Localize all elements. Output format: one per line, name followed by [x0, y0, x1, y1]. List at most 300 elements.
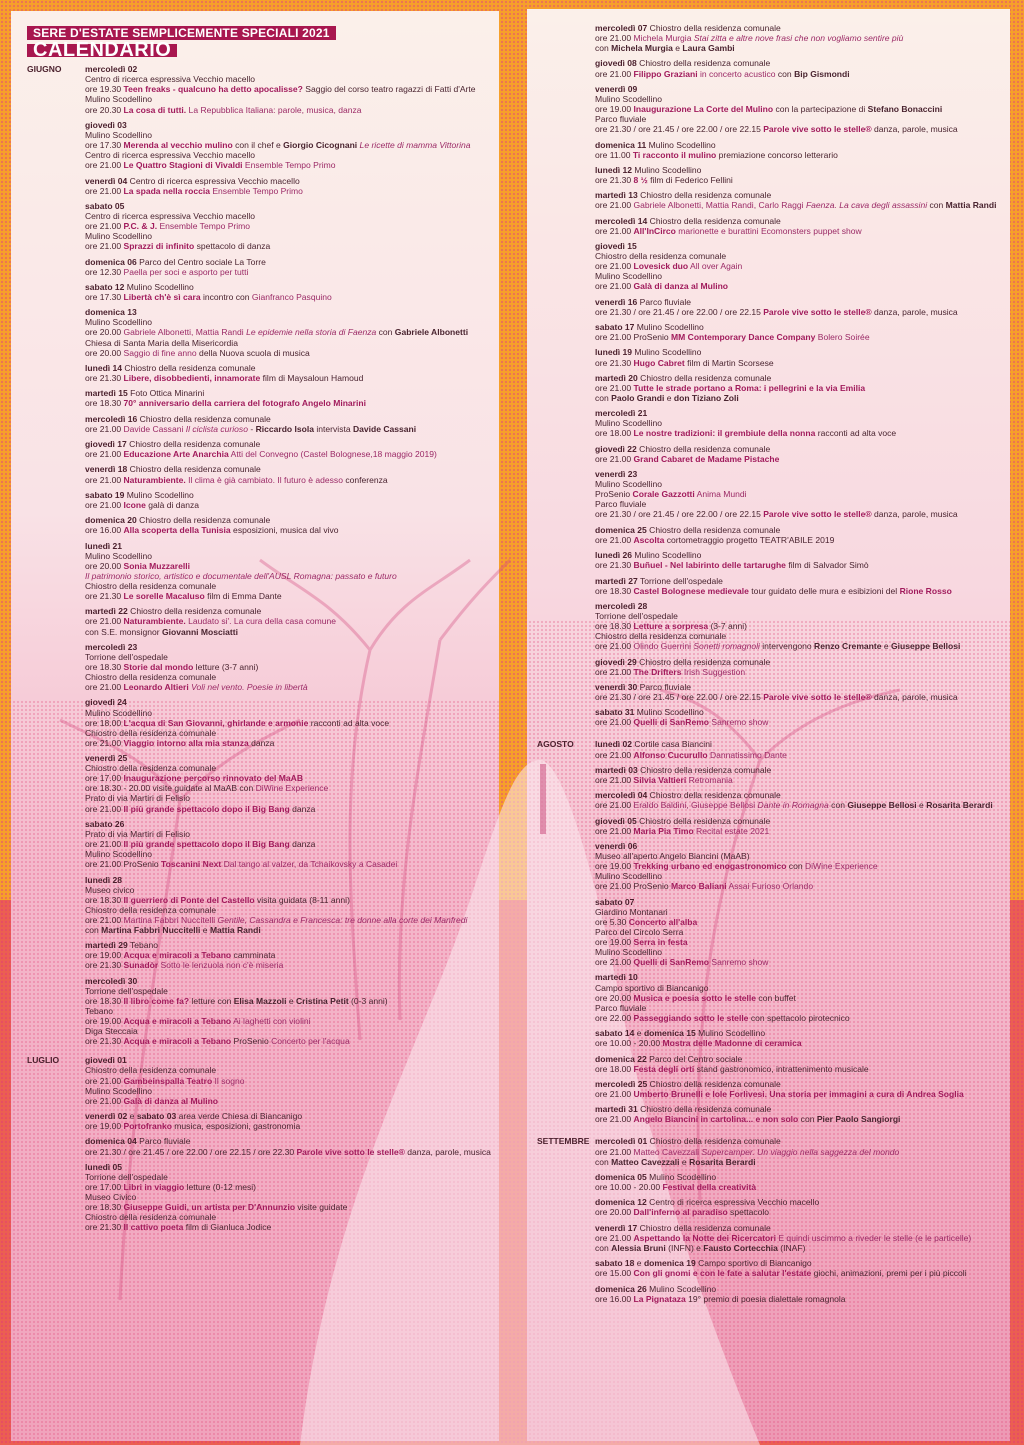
text-segment: ore 21.00 — [85, 241, 124, 252]
event-day — [595, 765, 1007, 785]
text-segment: intervengono — [759, 641, 815, 652]
text-segment: Le epidemie nella storia di Faenza — [246, 327, 377, 338]
text-segment: Marco Baliani — [671, 881, 727, 892]
text-segment: ore 20.00 — [85, 327, 124, 338]
text-segment: mercoledì 14 — [595, 215, 648, 226]
event-line — [595, 816, 1007, 826]
event-line — [595, 1147, 1007, 1157]
event-day — [595, 84, 1007, 134]
event-line — [85, 718, 497, 728]
text-segment: Castel Bolognese medievale — [633, 585, 749, 596]
text-segment: Aspettando la Notte dei Ricercatori — [633, 1232, 776, 1243]
month-label: GIUGNO — [27, 64, 62, 75]
text-segment: con — [798, 1114, 817, 1125]
text-segment: Chiostro della residenza comunale — [127, 606, 262, 617]
event-line — [85, 976, 497, 986]
event-line — [85, 591, 497, 601]
text-segment: Chiostro della residenza comunale — [647, 215, 781, 226]
text-segment: ore 21.00 — [595, 200, 634, 211]
event-day — [595, 408, 1007, 438]
text-segment: Inaugurazione percorso rinnovato del MaAB — [123, 773, 304, 784]
text-segment: ore 21.00 — [85, 616, 124, 627]
text-segment: Parco fluviale — [595, 499, 647, 510]
text-segment: ore 21.00 — [85, 1075, 124, 1086]
text-segment: Tebano — [127, 940, 159, 951]
text-segment: ore 21.00 ProSenio — [85, 859, 162, 870]
text-segment: Libri in viaggio — [123, 1181, 185, 1192]
event-line — [595, 216, 1007, 226]
text-segment: lunedì 12 — [595, 164, 633, 175]
text-segment: Torrione dell'ospedale — [85, 985, 168, 996]
text-segment: ore 21.00 — [595, 1146, 634, 1157]
event-line — [595, 383, 1007, 393]
text-segment: domenica 15 — [643, 1028, 696, 1039]
event-line — [595, 165, 1007, 175]
text-segment: ore 20.00 — [85, 347, 124, 358]
text-segment: Galà di danza al Mulino — [633, 281, 729, 292]
text-segment: ore 20.00 — [595, 1207, 634, 1218]
text-segment: Chiostro della residenza comunale — [637, 1104, 772, 1115]
event-line — [85, 662, 497, 672]
text-segment: giovedì 01 — [85, 1055, 127, 1066]
month-label: SETTEMBRE — [537, 1136, 590, 1147]
event-day — [595, 1028, 1007, 1048]
event-line — [595, 190, 1007, 200]
text-segment: Saggio di fine anno — [123, 347, 197, 358]
text-segment: lunedì 02 — [595, 739, 633, 750]
text-segment: ore 21.30 — [595, 560, 634, 571]
event-line — [85, 1147, 497, 1157]
text-segment: esposizioni, musica dal vivo — [230, 525, 339, 536]
event-line — [85, 652, 497, 662]
text-segment: lunedì 19 — [595, 347, 633, 358]
event-line — [595, 69, 1007, 79]
event-line — [595, 707, 1007, 717]
event-line — [85, 176, 497, 186]
text-segment: Chiostro della residenza comunale — [136, 515, 271, 526]
text-segment: Anima Mundi — [694, 489, 747, 500]
text-segment: Ensemble Tempo Primo — [209, 185, 303, 196]
text-segment: ore 21.00 — [595, 641, 634, 652]
event-line — [85, 363, 497, 373]
text-segment: domenica 19 — [643, 1258, 696, 1269]
calendar-list-left — [27, 64, 497, 1232]
text-segment: Laura Gambi — [682, 43, 735, 54]
text-segment: Stefano Bonaccini — [867, 104, 943, 115]
event-line — [595, 897, 1007, 907]
text-segment: ore 18.30 - 20.00 visite guidate al MaAB con — [85, 783, 256, 794]
text-segment: ore 21.00 — [595, 1114, 634, 1125]
event-line — [85, 1076, 497, 1086]
event-day — [595, 601, 1007, 651]
text-segment: Dal tango al valzer, da Tchaikovsky a Casadei — [221, 859, 398, 870]
text-segment: ore 21.00 — [595, 774, 634, 785]
event-day — [85, 606, 497, 636]
event-line — [85, 525, 497, 535]
text-segment: ore 21.30 — [595, 357, 634, 368]
text-segment: Mulino Scodellino — [646, 1283, 717, 1294]
text-segment: Bip Gismondi — [794, 68, 850, 79]
text-segment: Serra in festa — [633, 937, 688, 947]
event-day — [595, 707, 1007, 727]
text-segment: Toscanini Next — [161, 859, 222, 870]
text-segment: Irish Suggestion — [681, 666, 746, 677]
event-day — [85, 515, 497, 535]
text-segment: Merenda al vecchio mulino — [123, 140, 233, 151]
text-segment: ore 11.00 — [595, 149, 633, 160]
text-segment: Mulino Scodellino — [695, 1028, 766, 1039]
text-segment: ore 18.00 — [85, 717, 124, 728]
event-line — [85, 1065, 497, 1075]
text-segment: Chiostro della residenza comunale — [85, 727, 217, 738]
text-segment: Mulino Scodellino — [634, 707, 704, 718]
text-segment: Matteo Cavezzali — [633, 1146, 702, 1157]
text-segment: con il chef e — [232, 140, 284, 151]
text-segment: con la partecipazione di — [773, 104, 868, 115]
text-segment: sabato 19 — [85, 489, 125, 500]
text-segment: Foto Ottica Minarini — [127, 388, 205, 399]
event-line — [85, 793, 497, 803]
text-segment: Gianfranco Pasquino — [251, 292, 332, 302]
text-segment: film di Gianluca Jodice — [183, 1222, 272, 1233]
text-segment: Concerto all'alba — [628, 916, 698, 927]
text-segment: Silvia Valtieri — [633, 774, 687, 785]
text-segment: Torrione dell'ospedale — [85, 651, 168, 662]
event-day — [85, 176, 497, 196]
event-line — [85, 120, 497, 130]
event-day — [595, 657, 1007, 677]
text-segment: danza, parole, musica — [871, 306, 958, 317]
text-segment: venerdì 23 — [595, 469, 638, 480]
event-line — [85, 1026, 497, 1036]
text-segment: Icone — [123, 499, 146, 510]
text-segment: giovedì 17 — [85, 439, 127, 450]
text-segment: Concerto per l'acqua — [271, 1036, 350, 1047]
text-segment: Chiostro della residenza comunale — [637, 372, 772, 383]
event-line — [595, 408, 1007, 418]
event-line — [85, 464, 497, 474]
text-segment: Il guerriero di Ponte del Castello — [123, 894, 255, 905]
event-line — [595, 454, 1007, 464]
text-segment: domenica 22 — [595, 1053, 647, 1064]
text-segment: Chiostro della residenza comunale — [137, 413, 271, 424]
event-line — [595, 611, 1007, 621]
text-segment: Parco fluviale — [595, 1002, 647, 1013]
event-line — [85, 414, 497, 424]
event-line — [595, 1197, 1007, 1207]
header-subtitle: SERE D'ESTATE SEMPLICEMENTE SPECIALI 2021 — [27, 26, 336, 40]
event-line — [595, 631, 1007, 641]
text-segment: Chiostro della residenza comunale — [636, 443, 771, 454]
event-line — [595, 297, 1007, 307]
event-line — [85, 925, 497, 935]
text-segment: ore 5.30 — [595, 916, 629, 927]
text-segment: Chiostro della residenza comunale — [127, 464, 261, 475]
text-segment: e — [634, 1258, 644, 1269]
event-day — [595, 23, 1007, 53]
text-segment: martedì 03 — [595, 764, 638, 775]
event-line — [595, 200, 1007, 210]
text-segment: ore 16.00 — [85, 525, 124, 536]
event-day — [595, 140, 1007, 160]
text-segment: Alfonso Cucurullo — [633, 749, 708, 760]
event-line — [595, 358, 1007, 368]
event-line — [595, 586, 1007, 596]
text-segment: ore 21.00 — [595, 1088, 634, 1099]
text-segment: Chiostro della residenza comunale — [85, 904, 217, 915]
text-segment: Chiostro della residenza comunale — [126, 439, 261, 450]
event-line — [85, 915, 497, 925]
text-segment: Quelli di SanRemo — [633, 717, 710, 728]
text-segment: Parco del Centro sociale La Torre — [136, 256, 266, 267]
text-segment: mercoledì 16 — [85, 413, 138, 424]
text-segment: sabato 07 — [595, 896, 635, 907]
text-segment: Mulino Scodellino — [646, 1171, 717, 1182]
text-segment: ore 21.00 — [595, 825, 634, 836]
text-segment: Inaugurazione La Corte del Mulino — [633, 104, 774, 115]
text-segment: Mulino Scodellino — [85, 550, 152, 561]
event-line — [595, 657, 1007, 667]
text-segment: venerdì 02 — [85, 1111, 128, 1122]
text-segment: Mulino Scodellino — [124, 281, 194, 292]
event-line — [595, 800, 1007, 810]
event-line — [85, 241, 497, 251]
event-line — [595, 43, 1007, 53]
event-line — [595, 1207, 1007, 1217]
text-segment: Naturambiente. — [123, 474, 186, 485]
event-day — [595, 58, 1007, 78]
text-segment: Supercamper. Un viaggio nella saggezza del mondo — [701, 1146, 900, 1157]
text-segment: ore 19.00 — [595, 937, 634, 947]
event-day — [595, 682, 1007, 702]
text-segment: film di Martin Scorsese — [684, 357, 774, 368]
text-segment: Trekking urbano ed enogastronomico — [633, 861, 787, 872]
text-segment: mercoledì 01 — [595, 1136, 648, 1147]
text-segment: ore 21.30 — [85, 1222, 124, 1233]
month-label: AGOSTO — [537, 739, 574, 750]
text-segment: e — [634, 1028, 644, 1039]
event-line — [595, 469, 1007, 479]
text-segment: mercoledì 28 — [595, 600, 648, 611]
event-line — [85, 150, 497, 160]
text-segment: Chiostro della residenza comunale — [85, 763, 217, 774]
text-segment: Angelo Biancini in cartolina... e non solo — [633, 1114, 799, 1125]
text-segment: Chiostro della residenza comunale — [637, 190, 772, 201]
text-segment: mercoledì 23 — [85, 641, 138, 652]
text-segment: Chiostro della residenza comunale — [122, 362, 256, 373]
event-line — [595, 114, 1007, 124]
text-segment: Mulino Scodellino — [85, 129, 152, 140]
event-line — [85, 130, 497, 140]
event-line — [85, 960, 497, 970]
text-segment: con buffet — [756, 992, 796, 1003]
text-segment: Mulino Scodellino — [85, 1085, 152, 1096]
event-line — [595, 535, 1007, 545]
text-segment: La Pignataza — [633, 1293, 686, 1304]
event-day — [85, 940, 497, 970]
event-day — [595, 322, 1007, 342]
text-segment: ore 20.00 — [85, 560, 124, 571]
text-segment: film di Emma Dante — [204, 591, 282, 602]
event-line — [595, 1136, 1007, 1146]
text-segment: danza — [289, 839, 316, 850]
text-segment: Leonardo Altieri — [123, 682, 189, 693]
text-segment: Martina Fabbri Nuccitelli — [101, 924, 201, 935]
text-segment: giovedì 22 — [595, 443, 637, 454]
text-segment: sabato 31 — [595, 707, 635, 718]
text-segment: Con gli gnomi e con le fate a salutar l'estate — [633, 1268, 812, 1279]
month-block — [27, 64, 497, 1046]
text-segment: (INAF) — [777, 1242, 806, 1253]
text-segment: venerdì 16 — [595, 296, 638, 307]
text-segment: Giuseppe Guidi, un artista per D'Annunzio — [123, 1202, 296, 1213]
event-line — [85, 439, 497, 449]
event-line — [595, 957, 1007, 967]
text-segment: in concerto acustico — [697, 68, 776, 79]
text-segment: letture con — [189, 995, 234, 1006]
text-segment: martedì 20 — [595, 372, 638, 383]
text-segment: Storie dal mondo — [123, 661, 194, 672]
text-segment: Parco del Circolo Serra — [595, 926, 684, 937]
text-segment: film di Salvador Simò — [785, 560, 869, 571]
text-segment: ore 18.30 — [85, 995, 124, 1006]
text-segment: ore 21.30 — [85, 373, 124, 384]
text-segment: ore 17.30 — [85, 140, 124, 151]
text-segment: ore 21.00 — [595, 382, 634, 393]
month-block — [537, 739, 1007, 1124]
text-segment: Hugo Cabret — [633, 357, 685, 368]
event-line — [85, 292, 497, 302]
text-segment: ore 19.00 — [85, 1016, 124, 1027]
event-day — [85, 307, 497, 357]
text-segment: ore 21.00 — [595, 717, 634, 728]
text-segment: Viaggio intorno alla mia stanza — [123, 737, 249, 748]
text-segment: Parco fluviale — [637, 681, 691, 692]
text-segment: Mulino Scodellino — [595, 93, 662, 104]
text-segment: stand gastronomico, intrattenimento musicale — [694, 1063, 869, 1074]
text-segment: Campo sportivo di Biancanigo — [695, 1258, 812, 1269]
left-column — [27, 26, 497, 1238]
text-segment: Sotto le lenzuola non c'è miseria — [158, 960, 284, 971]
text-segment: Il più grande spettacolo dopo il Big Bang — [123, 839, 290, 850]
text-segment: Alla scoperta della Tunisia — [123, 525, 231, 536]
month-block — [537, 23, 1007, 727]
event-line — [595, 1064, 1007, 1074]
text-segment: Sprazzi di infinito — [123, 241, 195, 252]
event-line — [85, 708, 497, 718]
text-segment: Chiostro della residenza comunale — [636, 58, 771, 69]
calendar-list-right — [537, 23, 1007, 1304]
text-segment: Galà di danza al Mulino — [123, 1095, 219, 1106]
text-segment: Eraldo Baldini, Giuseppe Bellosi — [633, 800, 758, 811]
event-day — [85, 1136, 497, 1156]
event-line — [85, 105, 497, 115]
text-segment: ore 17.00 — [85, 1181, 124, 1192]
text-segment: (0-3 anni) — [348, 995, 388, 1006]
event-day — [595, 1104, 1007, 1124]
event-line — [595, 104, 1007, 114]
text-segment: e — [127, 1111, 137, 1122]
text-segment: con — [775, 68, 795, 79]
text-segment: Giorgio Cicognani — [283, 140, 358, 151]
text-segment: mercoledì 04 — [595, 790, 648, 801]
text-segment: Umberto Brunelli e Iole Forlivesi. Una storia per immagini a cura di Andrea Soglia — [633, 1088, 964, 1099]
event-line — [595, 937, 1007, 947]
text-segment: ore 21.30 — [85, 960, 124, 971]
text-segment: film di Maysaloun Hamoud — [260, 373, 364, 384]
header — [27, 26, 497, 62]
event-line — [85, 140, 497, 150]
event-line — [85, 398, 497, 408]
event-line — [595, 1172, 1007, 1182]
event-day — [595, 550, 1007, 570]
event-line — [595, 140, 1007, 150]
text-segment: ore 10.00 - 20.00 — [595, 1038, 663, 1049]
text-segment: lunedì 05 — [85, 1161, 123, 1172]
event-day — [85, 414, 497, 434]
text-segment: visita guidata (8-11 anni) — [254, 894, 350, 905]
text-segment: Gentile, Cassandra e Francesca: tre donne alla corte dei Manfredi — [217, 914, 468, 925]
text-segment: Mulino Scodellino — [124, 489, 194, 500]
text-segment: Prato di via Martiri di Felisio — [85, 793, 190, 804]
text-segment: ore 21.00 — [85, 474, 124, 485]
text-segment: sabato 26 — [85, 818, 125, 829]
text-segment: Voli nel vento. Poesie in libertà — [188, 682, 308, 693]
text-segment: Il ciclista curioso — [185, 423, 248, 434]
text-segment: (3-7 anni) — [708, 621, 748, 632]
text-segment: 8 ½ — [633, 174, 648, 185]
text-segment: con — [595, 43, 612, 54]
event-line — [595, 972, 1007, 982]
text-segment: Il libro come fa? — [123, 995, 190, 1006]
text-segment: Assai Furioso Orlando — [726, 881, 814, 892]
text-segment: Mulino Scodellino — [595, 947, 662, 958]
event-line — [85, 160, 497, 170]
event-line — [595, 525, 1007, 535]
text-segment: Centro di ricerca espressiva Vecchio macello — [646, 1197, 820, 1208]
event-line — [85, 571, 497, 581]
event-line — [85, 449, 497, 459]
event-day — [595, 1258, 1007, 1278]
event-line — [595, 307, 1007, 317]
text-segment: con — [85, 924, 102, 935]
event-line — [595, 332, 1007, 342]
text-segment: ore 21.00 — [595, 225, 634, 236]
event-line — [85, 859, 497, 869]
text-segment: Buñuel - Nel labirinto delle tartarughe — [633, 560, 786, 571]
text-segment: ore 18.30 — [85, 398, 124, 409]
text-segment: Mulino Scodellino — [632, 347, 702, 358]
event-day — [85, 201, 497, 251]
event-day — [595, 816, 1007, 836]
event-line — [85, 738, 497, 748]
event-line — [85, 1016, 497, 1026]
event-line — [595, 550, 1007, 560]
event-day — [595, 972, 1007, 1022]
text-segment: Libere, disobbedienti, innamorate — [123, 373, 261, 384]
text-segment: e — [672, 43, 683, 54]
text-segment: Olindo Guerrini — [633, 641, 694, 652]
event-line — [595, 947, 1007, 957]
text-segment: DiWine Experience — [804, 861, 878, 872]
text-segment: Dannatissimo Dante — [707, 749, 787, 760]
event-line — [595, 226, 1007, 236]
text-segment: Teen freaks - qualcuno ha detto apocalisse? — [123, 84, 303, 95]
text-segment: Michela Murgia — [633, 33, 694, 44]
text-segment: giovedì 29 — [595, 656, 637, 667]
event-line — [595, 175, 1007, 185]
text-segment: Acqua e miracoli a Tebano — [123, 950, 232, 961]
